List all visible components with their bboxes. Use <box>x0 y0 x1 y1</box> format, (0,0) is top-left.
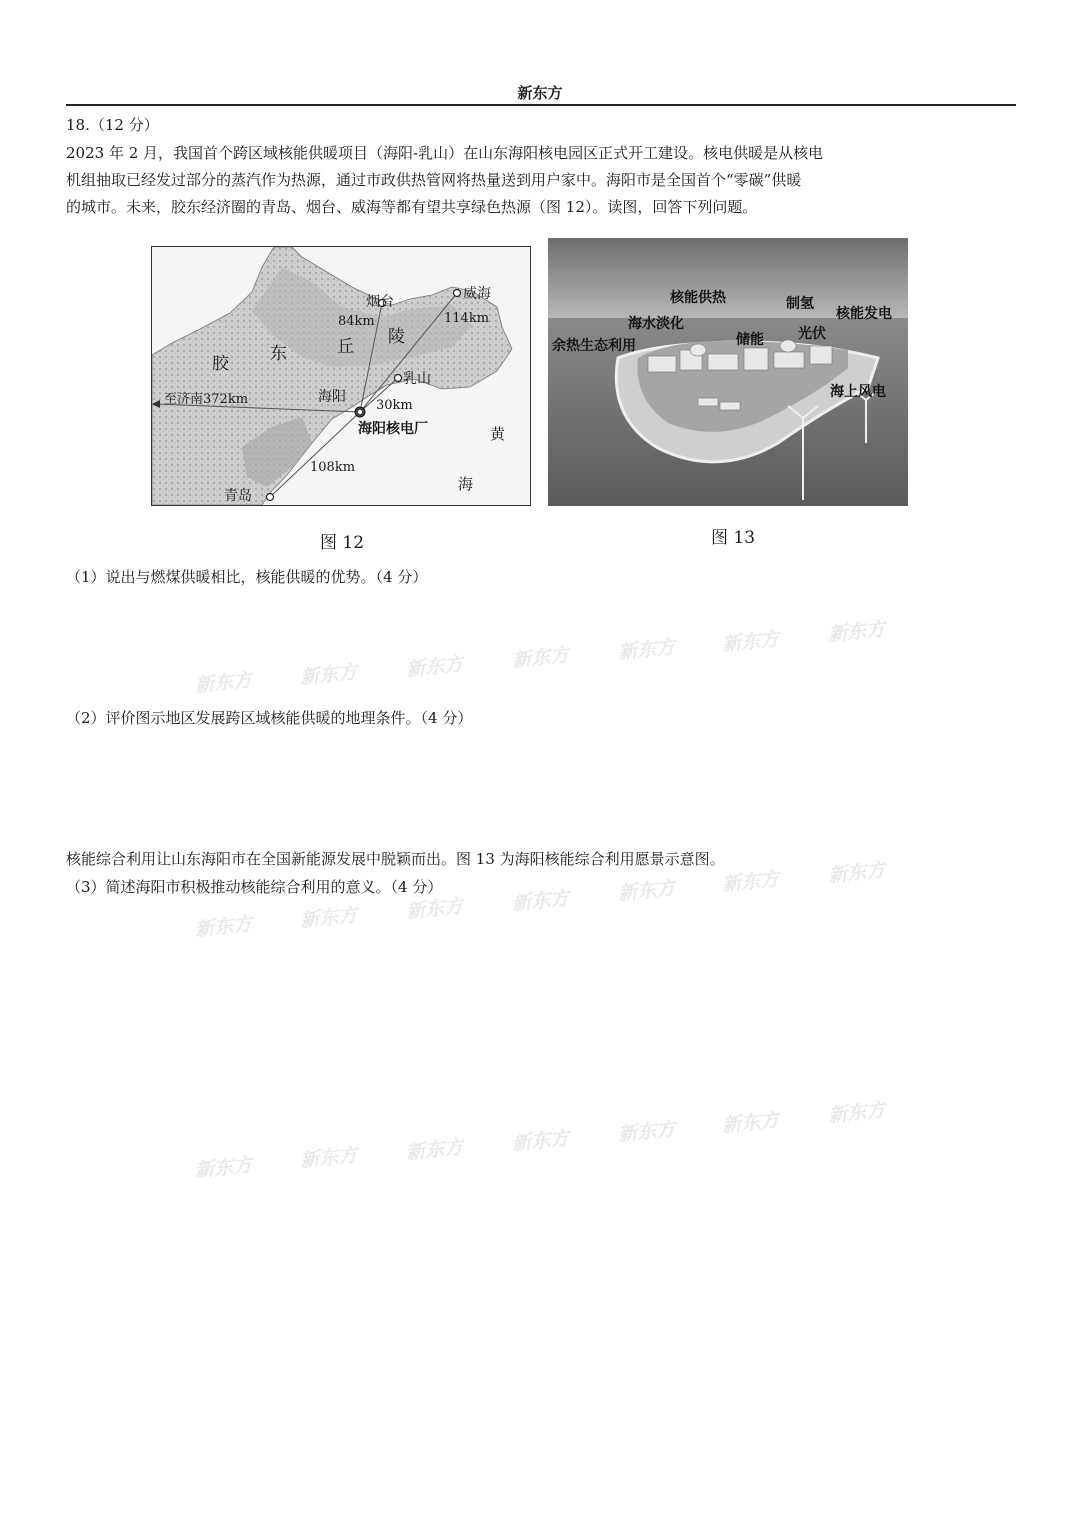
watermark-logo: 新东方 <box>827 859 887 887</box>
page-header-title: 新东方 <box>517 84 563 102</box>
figure-13-illustration <box>548 238 908 506</box>
sea-label: 海 <box>458 475 474 493</box>
weihai-label: 威海 <box>463 286 491 302</box>
watermark-logo: 新东方 <box>617 1118 677 1146</box>
sub-question-2: （2）评价图示地区发展跨区域核能供暖的地理条件。（4 分） <box>66 709 473 727</box>
label-waste-heat: 余热生态利用 <box>552 338 636 354</box>
map-graphic <box>152 247 530 505</box>
sea-label: 黄 <box>490 425 506 443</box>
header-divider <box>66 104 1016 106</box>
watermark-logo: 新东方 <box>194 913 254 941</box>
label-offshore-wind: 海上风电 <box>830 384 886 400</box>
watermark-logo: 新东方 <box>721 868 781 896</box>
watermark-logo: 新东方 <box>617 636 677 664</box>
question-number: 18.（12 分） <box>66 116 159 134</box>
figure-12-caption: 图 12 <box>320 533 365 553</box>
weihai-marker-icon <box>454 290 461 297</box>
region-label: 陵 <box>388 327 405 347</box>
watermark-logo: 新东方 <box>721 628 781 656</box>
weihai-distance: 114km <box>444 311 490 326</box>
rushan-marker-icon <box>395 375 402 382</box>
qingdao-distance: 108km <box>310 460 356 475</box>
plant-marker-core <box>358 410 362 414</box>
rushan-distance: 30km <box>376 398 413 413</box>
watermark-logo: 新东方 <box>299 904 359 932</box>
haiyang-label: 海阳 <box>318 389 346 405</box>
watermark-logo: 新东方 <box>194 669 254 697</box>
label-nuclear-power: 核能发电 <box>836 306 892 322</box>
watermark-logo: 新东方 <box>299 661 359 689</box>
sub-question-3: （3）简述海阳市积极推动核能综合利用的意义。（4 分） <box>66 878 443 896</box>
watermark-logo: 新东方 <box>827 618 887 646</box>
region-label: 丘 <box>337 337 354 357</box>
yantai-label: 烟台 <box>366 294 394 310</box>
plant-label: 海阳核电厂 <box>358 421 428 437</box>
figure-13-caption: 图 13 <box>711 528 756 548</box>
intro-line: 的城市。未来，胶东经济圈的青岛、烟台、威海等都有望共享绿色热源（图 12）。读图，回答下列问题。 <box>66 198 758 216</box>
rushan-label: 乳山 <box>403 371 431 387</box>
figure-12-map <box>151 246 531 506</box>
jinan-label: 至济南372km <box>164 392 249 407</box>
watermark-logo: 新东方 <box>721 1109 781 1137</box>
region-label: 东 <box>270 344 287 364</box>
context-paragraph-3: 核能综合利用让山东海阳市在全国新能源发展中脱颖而出。图 13 为海阳核能综合利用愿景示意图。 <box>66 850 725 868</box>
sub-question-1: （1）说出与燃煤供暖相比，核能供暖的优势。（4 分） <box>66 568 428 586</box>
label-nuclear-heating: 核能供热 <box>670 290 726 306</box>
qingdao-label: 青岛 <box>224 488 252 504</box>
label-desalination: 海水淡化 <box>628 316 684 332</box>
illustration-graphic <box>548 238 908 506</box>
label-storage: 储能 <box>736 332 764 348</box>
watermark-logo: 新东方 <box>617 877 677 905</box>
watermark-logo: 新东方 <box>405 653 465 681</box>
region-label: 胶 <box>212 354 229 374</box>
watermark-logo: 新东方 <box>405 1136 465 1164</box>
watermark-logo: 新东方 <box>511 1127 571 1155</box>
watermark-logo: 新东方 <box>511 644 571 672</box>
watermark-logo: 新东方 <box>299 1144 359 1172</box>
watermark-logo: 新东方 <box>827 1099 887 1127</box>
intro-line: 2023 年 2 月，我国首个跨区域核能供暖项目（海阳-乳山）在山东海阳核电园区正式开工建设。核电供暖是从核电 <box>66 144 824 162</box>
watermark-logo: 新东方 <box>405 895 465 923</box>
watermark-logo: 新东方 <box>194 1154 254 1182</box>
label-photovoltaic: 光伏 <box>798 326 826 342</box>
question-intro <box>66 140 1016 221</box>
watermark-logo: 新东方 <box>511 887 571 915</box>
label-hydrogen: 制氢 <box>786 296 814 312</box>
qingdao-marker-icon <box>267 494 274 501</box>
yantai-distance: 84km <box>338 314 375 329</box>
intro-line: 机组抽取已经发过部分的蒸汽作为热源，通过市政供热管网将热量送到用户家中。海阳市是全国首个“零碳”供暖 <box>66 171 802 189</box>
